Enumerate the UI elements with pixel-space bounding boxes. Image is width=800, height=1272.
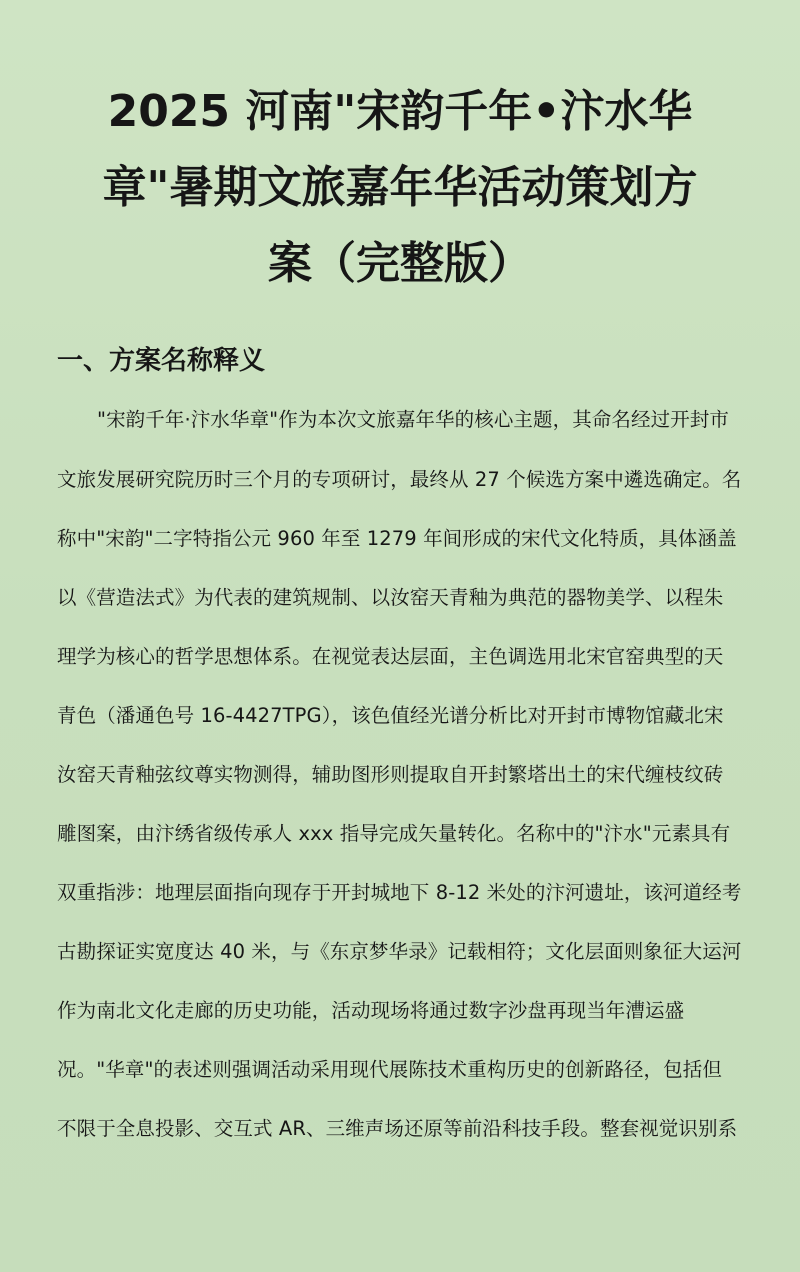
body-line-13: 不限于全息投影、交互式 AR、三维声场还原等前沿科技手段。整套视觉识别系 bbox=[57, 1117, 738, 1140]
section-heading: 一、方案名称释义 bbox=[57, 346, 266, 376]
body-line-2: 文旅发展研究院历时三个月的专项研讨，最终从 27 个候选方案中遴选确定。名 bbox=[57, 468, 742, 491]
body-line-10: 古勘探证实宽度达 40 米，与《东京梦华录》记载相符；文化层面则象征大运河 bbox=[57, 940, 742, 963]
body-line-6: 青色（潘通色号 16-4427TPG），该色值经光谱分析比对开封市博物馆藏北宋 bbox=[57, 704, 724, 727]
document-title bbox=[40, 74, 760, 302]
body-line-9: 双重指涉：地理层面指向现存于开封城地下 8-12 米处的汴河遗址，该河道经考 bbox=[57, 881, 742, 904]
title-line-3: 案（完整版） bbox=[268, 238, 532, 289]
body-line-4: 以《营造法式》为代表的建筑规制、以汝窑天青釉为典范的器物美学、以程朱 bbox=[57, 586, 724, 609]
body-line-1: "宋韵千年·汴水华章"作为本次文旅嘉年华的核心主题，其命名经过开封市 bbox=[97, 408, 730, 431]
title-line-1: 2025 河南"宋韵千年•汴水华 bbox=[107, 86, 693, 137]
body-line-12: 况。"华章"的表述则强调活动采用现代展陈技术重构历史的创新路径，包括但 bbox=[57, 1058, 722, 1081]
body-line-3: 称中"宋韵"二字特指公元 960 年至 1279 年间形成的宋代文化特质，具体涵盖 bbox=[57, 527, 737, 550]
body-line-5: 理学为核心的哲学思想体系。在视觉表达层面，主色调选用北宋官窑典型的天 bbox=[57, 645, 724, 668]
body-line-11: 作为南北文化走廊的历史功能，活动现场将通过数字沙盘再现当年漕运盛 bbox=[57, 999, 685, 1022]
title-line-2: 章"暑期文旅嘉年华活动策划方 bbox=[102, 162, 698, 213]
body-line-7: 汝窑天青釉弦纹尊实物测得，辅助图形则提取自开封繁塔出土的宋代缠枝纹砖 bbox=[57, 763, 724, 786]
body-line-8: 雕图案，由汴绣省级传承人 xxx 指导完成矢量转化。名称中的"汴水"元素具有 bbox=[57, 822, 731, 845]
